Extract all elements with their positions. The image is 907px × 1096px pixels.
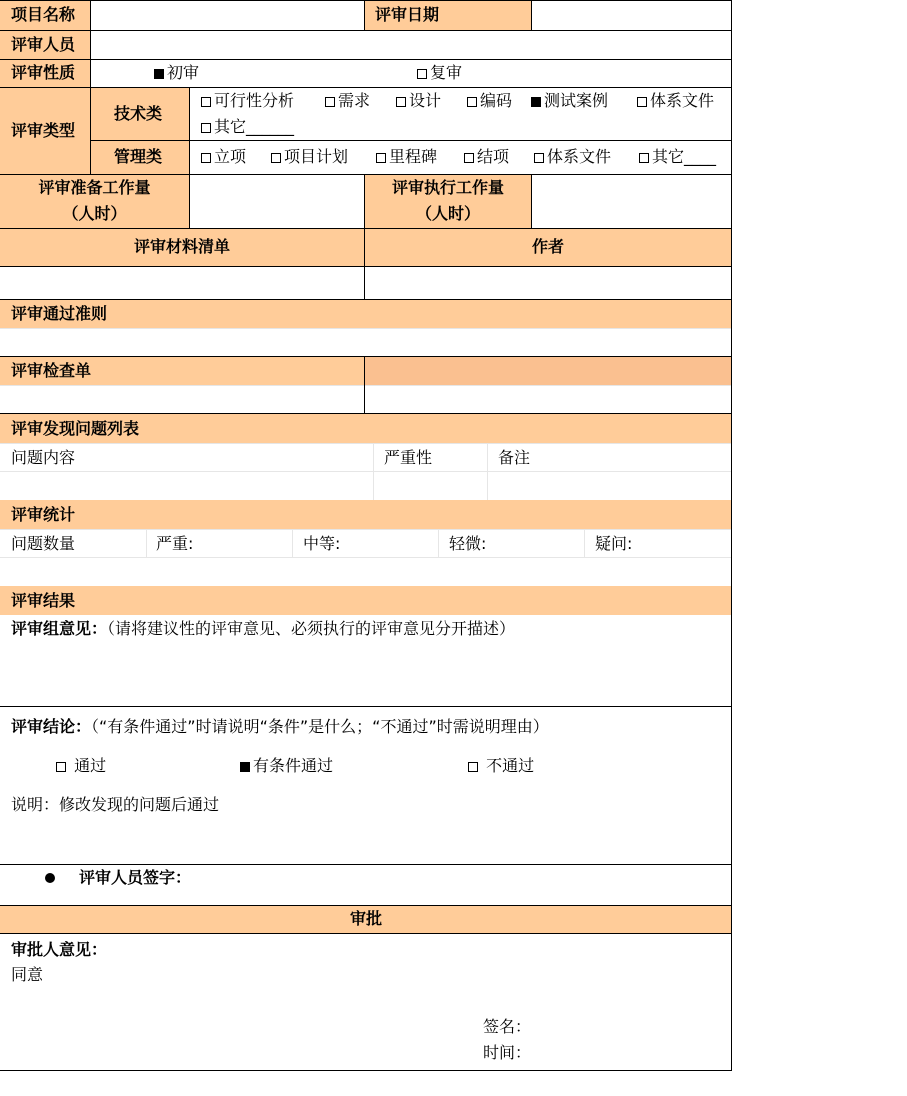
review-conclusion-hint: （“有条件通过”时请说明“条件”是什么；“不通过”时需说明理由） — [91, 717, 549, 736]
exec-effort-unit: （人时） — [415, 204, 480, 223]
author-header: 作者 — [531, 237, 564, 256]
checked-box-icon — [531, 97, 541, 107]
conclusion-option-fail[interactable]: 不通过 — [468, 756, 534, 776]
review-opinion-field[interactable] — [0, 642, 731, 706]
signature-label: 评审人员签字： — [79, 868, 192, 887]
issues-col-severity: 严重性 — [384, 448, 433, 467]
type-label: 评审类型 — [11, 121, 76, 140]
criteria-header: 评审通过准则 — [11, 304, 108, 323]
label-bg — [0, 500, 732, 529]
prep-effort-label: 评审准备工作量 — [38, 178, 151, 197]
bullet-icon — [45, 873, 55, 883]
nature-label: 评审性质 — [11, 63, 76, 82]
review-conclusion — [11, 717, 549, 737]
issues-col-content: 问题内容 — [11, 448, 76, 467]
review-conclusion-label: 评审结论： — [11, 717, 92, 736]
approval-header: 审批 — [349, 909, 382, 928]
stats-question-label: 疑问: — [595, 534, 633, 553]
issues-col-note: 备注 — [498, 448, 531, 467]
nature-option-recheck[interactable]: 复审 — [417, 63, 462, 83]
issue-note-cell[interactable] — [488, 472, 731, 500]
tech-option-other[interactable]: 其它______ — [201, 117, 294, 137]
checklist-header: 评审检查单 — [11, 361, 92, 380]
unchecked-box-icon — [534, 153, 544, 163]
approval-opinion-label: 审批人意见： — [11, 940, 108, 959]
tech-option-feasibility[interactable]: 可行性分析 — [201, 91, 294, 111]
unchecked-box-icon — [201, 153, 211, 163]
approval-time-label: 时间： — [483, 1043, 532, 1062]
unchecked-box-icon — [271, 153, 281, 163]
stats-minor-label: 轻微: — [449, 534, 487, 553]
unchecked-box-icon — [325, 97, 335, 107]
review-opinion — [11, 619, 515, 639]
checklist-field-left[interactable] — [0, 386, 364, 413]
unchecked-box-icon — [464, 153, 474, 163]
exec-effort-label: 评审执行工作量 — [391, 178, 504, 197]
tech-option-system-docs[interactable]: 体系文件 — [637, 91, 714, 111]
unchecked-box-icon — [467, 97, 477, 107]
unchecked-box-icon — [417, 69, 427, 79]
mgmt-option-system-docs[interactable]: 体系文件 — [534, 147, 611, 167]
prep-effort-field[interactable] — [190, 175, 364, 228]
unchecked-box-icon — [201, 123, 211, 133]
stats-severe-label: 严重: — [156, 534, 194, 553]
review-date-label: 评审日期 — [375, 5, 440, 24]
mgmt-option-other[interactable]: 其它____ — [639, 147, 716, 167]
issue-severity-cell[interactable] — [374, 472, 487, 500]
unchecked-box-icon — [468, 762, 478, 772]
mgmt-option-milestone[interactable]: 里程碑 — [376, 147, 437, 167]
conclusion-note: 说明：修改发现的问题后通过 — [11, 795, 220, 814]
mgmt-option-closure[interactable]: 结项 — [464, 147, 509, 167]
tech-option-requirements[interactable]: 需求 — [325, 91, 370, 111]
review-date-field[interactable] — [532, 1, 731, 30]
stats-medium-label: 中等: — [303, 534, 341, 553]
mgmt-option-initiation[interactable]: 立项 — [201, 147, 246, 167]
tech-label: 技术类 — [114, 104, 163, 123]
project-name-field[interactable] — [91, 1, 364, 30]
issues-header: 评审发现问题列表 — [11, 419, 140, 438]
signature-field[interactable] — [200, 866, 731, 904]
checked-box-icon — [154, 69, 164, 79]
conclusion-option-conditional[interactable]: 有条件通过 — [240, 756, 333, 776]
prep-effort-unit: （人时） — [62, 204, 127, 223]
stats-count-label: 问题数量 — [11, 534, 76, 553]
exec-effort-field[interactable] — [532, 175, 731, 228]
reviewers-field[interactable] — [91, 31, 731, 59]
approval-opinion-value[interactable]: 同意 — [11, 965, 44, 984]
approval-sign-label: 签名： — [483, 1017, 532, 1036]
materials-field[interactable] — [0, 267, 364, 299]
tech-option-design[interactable]: 设计 — [396, 91, 441, 111]
materials-list-header: 评审材料清单 — [133, 237, 230, 256]
label-bg — [0, 586, 732, 615]
tech-option-coding[interactable]: 编码 — [467, 91, 512, 111]
stats-header: 评审统计 — [11, 505, 76, 524]
conclusion-option-pass[interactable]: 通过 — [56, 756, 106, 776]
mgmt-option-plan[interactable]: 项目计划 — [271, 147, 348, 167]
issue-content-cell[interactable] — [0, 472, 373, 500]
label-bg — [365, 356, 732, 385]
criteria-field[interactable] — [0, 329, 731, 356]
signature-row — [45, 868, 191, 888]
author-field[interactable] — [365, 267, 731, 299]
unchecked-box-icon — [56, 762, 66, 772]
checked-box-icon — [240, 762, 250, 772]
checklist-field-right[interactable] — [365, 386, 731, 413]
unchecked-box-icon — [376, 153, 386, 163]
project-name-label: 项目名称 — [11, 5, 76, 24]
review-opinion-label: 评审组意见： — [11, 619, 108, 638]
label-bg — [0, 299, 732, 328]
result-header: 评审结果 — [11, 591, 76, 610]
review-opinion-hint: （请将建议性的评审意见、必须执行的评审意见分开描述） — [107, 619, 516, 638]
unchecked-box-icon — [639, 153, 649, 163]
unchecked-box-icon — [201, 97, 211, 107]
reviewers-label: 评审人员 — [11, 35, 76, 54]
unchecked-box-icon — [637, 97, 647, 107]
nature-option-initial[interactable]: 初审 — [154, 63, 199, 83]
unchecked-box-icon — [396, 97, 406, 107]
mgmt-label: 管理类 — [114, 147, 163, 166]
tech-option-test-cases[interactable]: 测试案例 — [531, 91, 608, 111]
